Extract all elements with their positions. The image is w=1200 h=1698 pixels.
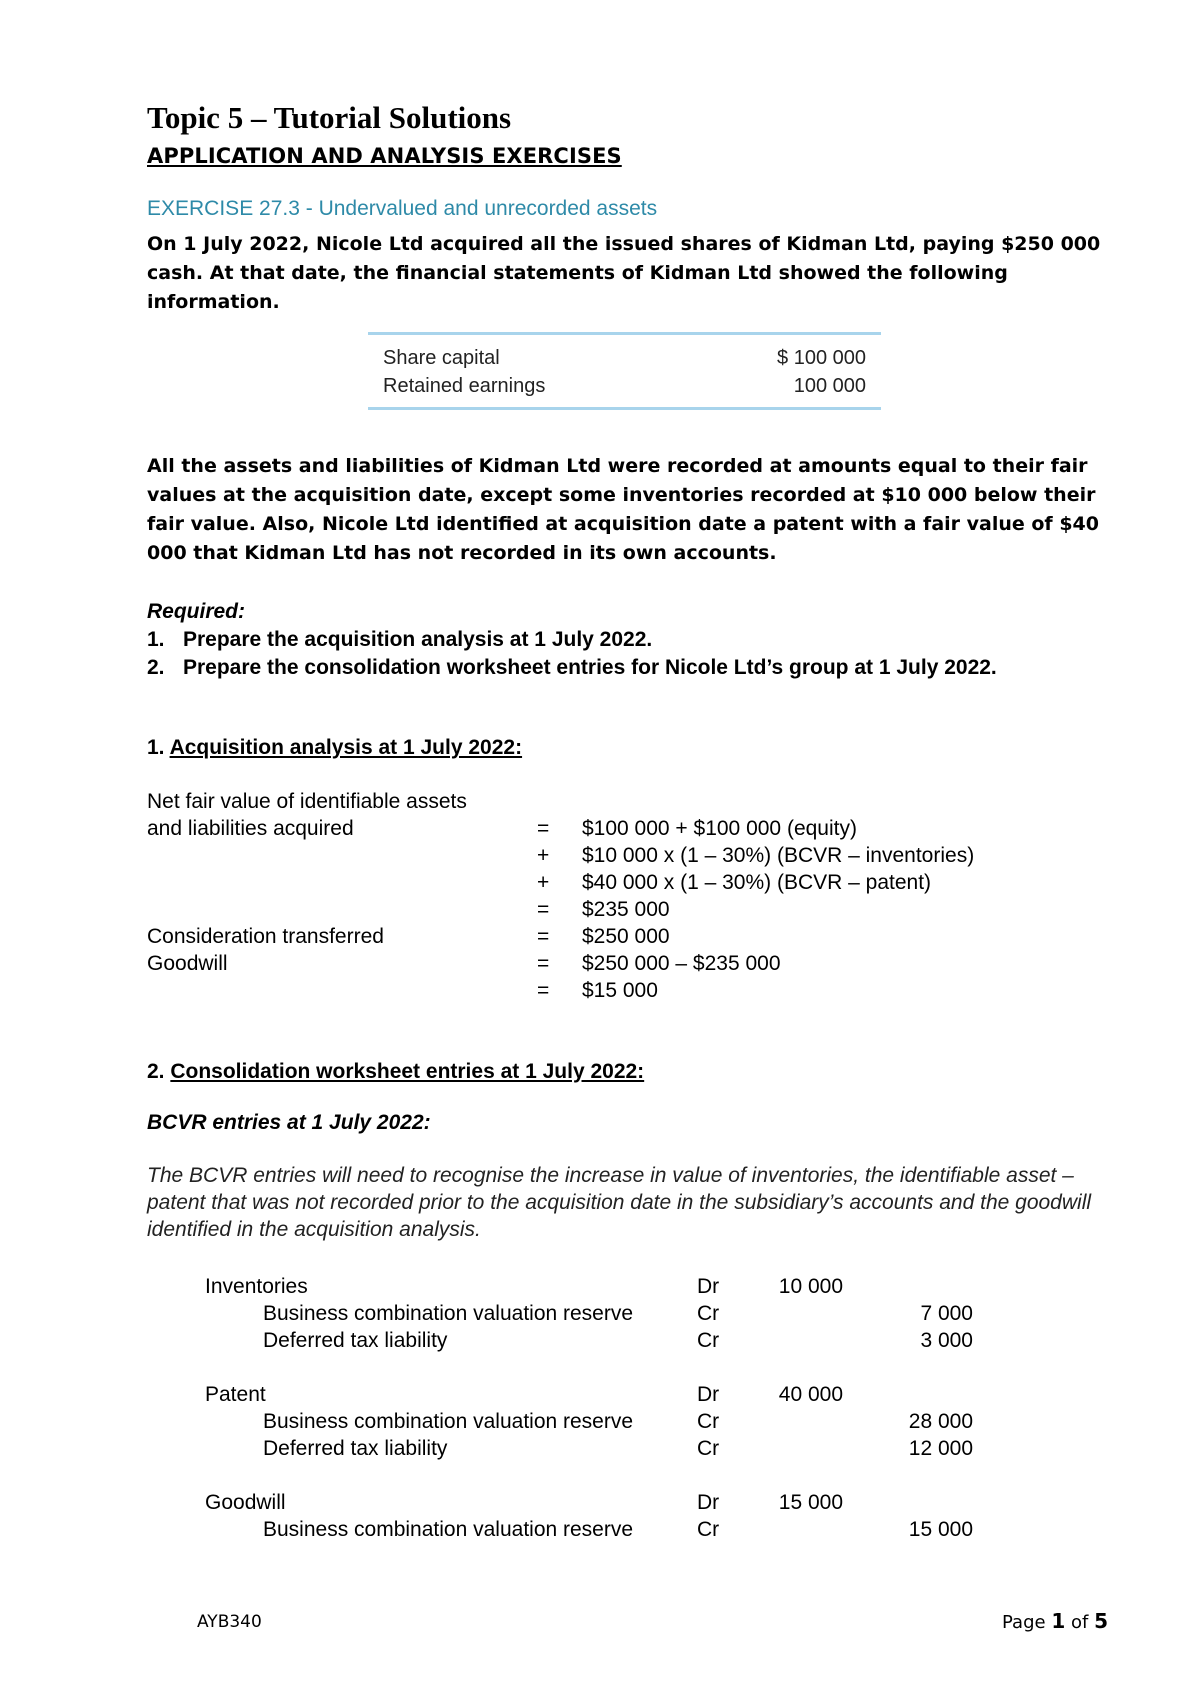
acquisition-line-label: Goodwill	[147, 952, 228, 975]
acquisition-line-operator: +	[537, 871, 550, 894]
journal-entry-account: Inventories	[205, 1275, 308, 1298]
journal-entry-side: Dr	[697, 1275, 720, 1298]
section-2-number: 2.	[147, 1060, 171, 1083]
acquisition-line-value: $10 000 x (1 – 30%) (BCVR – inventories)	[582, 844, 975, 867]
exercise-intro: On 1 July 2022, Nicole Ltd acquired all the issued shares of Kidman Ltd, paying $250 000 cash. At that date, the financial statements of Kidman Ltd showed the following information.	[147, 233, 1101, 313]
required-item-number: 1.	[147, 628, 165, 651]
required-item	[147, 656, 997, 680]
acquisition-line-value: $250 000 – $235 000	[582, 952, 781, 975]
page-subtitle: APPLICATION AND ANALYSIS EXERCISES	[147, 144, 622, 168]
journal-entry-account: Goodwill	[205, 1491, 286, 1514]
acquisition-line-operator: =	[537, 817, 550, 840]
acquisition-line-value: $15 000	[582, 979, 658, 1002]
acquisition-line-value: $40 000 x (1 – 30%) (BCVR – patent)	[582, 871, 932, 894]
journal-entry-credit: 15 000	[908, 1518, 973, 1541]
acquisition-line-operator: =	[537, 898, 550, 921]
journal-entry-credit: 3 000	[920, 1329, 973, 1352]
acquisition-line-label: Consideration transferred	[147, 925, 384, 948]
journal-entry-account: Business combination valuation reserve	[263, 1518, 634, 1541]
acquisition-line-operator: =	[537, 979, 550, 1002]
journal-entry-account: Business combination valuation reserve	[263, 1302, 634, 1325]
required-item-text: Prepare the consolidation worksheet entries for Nicole Ltd’s group at 1 July 2022.	[183, 656, 997, 679]
journal-entry-debit: 40 000	[778, 1383, 843, 1406]
section-1-number: 1.	[147, 736, 170, 759]
share-table-row	[383, 375, 866, 403]
required-item	[147, 628, 652, 652]
footer-page-current: 1	[1051, 1609, 1066, 1633]
footer-course-code: AYB340	[197, 1612, 262, 1632]
fair-value-paragraph: All the assets and liabilities of Kidman Ltd were recorded at amounts equal to their fair values at the acquisition date, except some inventories recorded at $10 000 below their fair value. Also, Nicole Ltd identified at acquisition date a patent with a fair value of $40 000 that Kidman Ltd has not recorded in its own accounts.	[147, 455, 1099, 564]
journal-entry-side: Cr	[697, 1302, 720, 1325]
section-1-heading	[147, 736, 522, 760]
share-table-label: Share capital	[383, 347, 500, 369]
footer-page-total: 5	[1094, 1609, 1108, 1633]
acquisition-line-operator: +	[537, 844, 550, 867]
footer-page-number	[1002, 1609, 1108, 1633]
journal-entry-side: Cr	[697, 1410, 720, 1433]
journal-entry-credit: 28 000	[908, 1410, 973, 1433]
journal-entry-credit: 7 000	[920, 1302, 973, 1325]
required-item-text: Prepare the acquisition analysis at 1 July 2022.	[183, 628, 653, 651]
bcvr-description: The BCVR entries will need to recognise the increase in value of inventories, the identifiable asset – patent that was not recorded prior to the acquisition date in the subsidiary’s accounts and the goodwill identified in the acquisition analysis.	[147, 1164, 1092, 1241]
acquisition-line-value: $250 000	[582, 925, 670, 948]
acquisition-line-label: and liabilities acquired	[147, 817, 354, 840]
journal-entry-account: Deferred tax liability	[263, 1437, 448, 1460]
share-table-row	[383, 347, 866, 375]
journal-entry-credit: 12 000	[908, 1437, 973, 1460]
acquisition-line-value: $235 000	[582, 898, 670, 921]
journal-entry-account: Patent	[205, 1383, 266, 1406]
journal-entry-debit: 15 000	[778, 1491, 843, 1514]
share-table	[368, 332, 881, 410]
required-heading: Required:	[147, 600, 246, 623]
journal-entry-side: Cr	[697, 1329, 720, 1352]
exercise-heading: EXERCISE 27.3 - Undervalued and unrecorded assets	[147, 197, 658, 220]
section-2-heading	[147, 1060, 644, 1084]
footer-of-label: of	[1070, 1612, 1089, 1633]
journal-entry-account: Business combination valuation reserve	[263, 1410, 634, 1433]
acquisition-line-value: $100 000 + $100 000 (equity)	[582, 817, 857, 840]
share-table-value: $ 100 000	[777, 347, 866, 369]
footer-page-label: Page	[1002, 1612, 1046, 1633]
journal-entry-account: Deferred tax liability	[263, 1329, 448, 1352]
acquisition-line-operator: =	[537, 952, 550, 975]
acquisition-line-operator: =	[537, 925, 550, 948]
journal-entry-side: Dr	[697, 1383, 720, 1406]
share-table-label: Retained earnings	[383, 375, 546, 397]
acquisition-line-label: Net fair value of identifiable assets	[147, 790, 467, 813]
section-2-title: Consolidation worksheet entries at 1 July 2022:	[170, 1060, 645, 1083]
journal-entry-side: Cr	[697, 1518, 720, 1541]
journal-entry-side: Dr	[697, 1491, 720, 1514]
journal-entry-debit: 10 000	[778, 1275, 843, 1298]
page-title: Topic 5 – Tutorial Solutions	[147, 100, 512, 135]
section-1-title: Acquisition analysis at 1 July 2022:	[169, 736, 523, 759]
bcvr-heading: BCVR entries at 1 July 2022:	[147, 1111, 431, 1134]
required-item-number: 2.	[147, 656, 165, 679]
journal-entry-side: Cr	[697, 1437, 720, 1460]
share-table-value: 100 000	[793, 375, 866, 397]
